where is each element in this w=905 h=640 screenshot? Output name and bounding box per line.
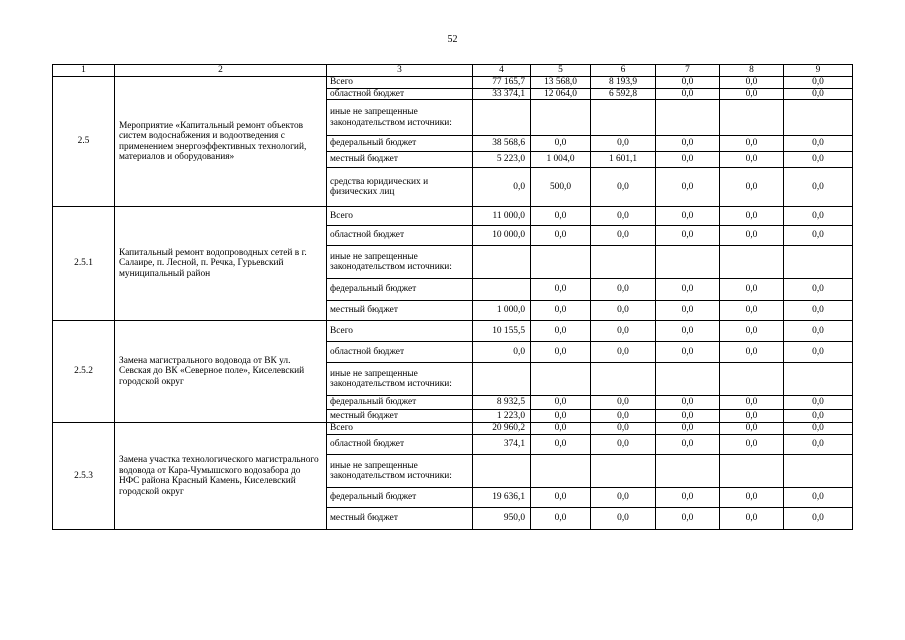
value-cell-col5: 0,0: [531, 301, 591, 321]
value-cell-col7: 0,0: [656, 396, 720, 410]
value-cell-col9: 0,0: [784, 226, 853, 246]
value-cell-col7: 0,0: [656, 301, 720, 321]
value-cell-col5: 0,0: [531, 410, 591, 423]
value-cell-col6: 0,0: [591, 508, 656, 530]
value-cell-col9: 0,0: [784, 301, 853, 321]
value-cell-col8: 0,0: [720, 152, 784, 168]
value-cell-col8: 0,0: [720, 88, 784, 100]
header-cell: 4: [473, 65, 531, 77]
value-cell-col5: 0,0: [531, 279, 591, 301]
value-cell-col5: 0,0: [531, 396, 591, 410]
value-cell-col6: 6 592,8: [591, 88, 656, 100]
header-cell: 2: [115, 65, 327, 77]
header-cell: 3: [327, 65, 473, 77]
value-cell-col6: 0,0: [591, 410, 656, 423]
table-body: [53, 65, 853, 530]
value-cell-col7: 0,0: [656, 342, 720, 363]
value-cell-col7: 0,0: [656, 423, 720, 435]
value-cell-col6: 1 601,1: [591, 152, 656, 168]
value-cell-col8: 0,0: [720, 77, 784, 89]
value-cell-col7: 0,0: [656, 410, 720, 423]
value-cell-col7: [656, 100, 720, 136]
funding-source-cell: Всего: [327, 321, 473, 342]
funding-source-cell: местный бюджет: [327, 301, 473, 321]
value-cell-col8: 0,0: [720, 321, 784, 342]
header-cell: 5: [531, 65, 591, 77]
value-cell-col6: 0,0: [591, 435, 656, 455]
value-cell-col7: 0,0: [656, 168, 720, 207]
value-cell-col5: 13 568,0: [531, 77, 591, 89]
value-cell-col6: 0,0: [591, 423, 656, 435]
value-cell-col5: 0,0: [531, 321, 591, 342]
value-cell-col5: 0,0: [531, 207, 591, 226]
funding-source-cell: Всего: [327, 77, 473, 89]
value-cell-col4: 1 000,0: [473, 301, 531, 321]
value-cell-col7: [656, 363, 720, 396]
header-row: [53, 65, 853, 77]
value-cell-col9: 0,0: [784, 508, 853, 530]
value-cell-col9: 0,0: [784, 423, 853, 435]
value-cell-col5: [531, 363, 591, 396]
value-cell-col4: [473, 100, 531, 136]
value-cell-col4: 20 960,2: [473, 423, 531, 435]
funding-source-cell: Всего: [327, 207, 473, 226]
page-number: 52: [447, 34, 458, 45]
value-cell-col8: 0,0: [720, 423, 784, 435]
value-cell-col8: 0,0: [720, 508, 784, 530]
value-cell-col7: 0,0: [656, 508, 720, 530]
value-cell-col9: 0,0: [784, 435, 853, 455]
value-cell-col9: [784, 363, 853, 396]
value-cell-col9: 0,0: [784, 342, 853, 363]
value-cell-col6: 0,0: [591, 207, 656, 226]
header-cell: 7: [656, 65, 720, 77]
value-cell-col8: [720, 100, 784, 136]
value-cell-col9: 0,0: [784, 168, 853, 207]
value-cell-col4: 950,0: [473, 508, 531, 530]
value-cell-col4: 8 932,5: [473, 396, 531, 410]
value-cell-col8: 0,0: [720, 301, 784, 321]
value-cell-col9: [784, 246, 853, 279]
value-cell-col4: 77 165,7: [473, 77, 531, 89]
value-cell-col7: 0,0: [656, 136, 720, 152]
value-cell-col5: 0,0: [531, 226, 591, 246]
value-cell-col8: [720, 246, 784, 279]
value-cell-col5: 0,0: [531, 435, 591, 455]
value-cell-col4: 19 636,1: [473, 488, 531, 508]
funding-source-cell: областной бюджет: [327, 435, 473, 455]
value-cell-col9: [784, 455, 853, 488]
value-cell-col6: 0,0: [591, 136, 656, 152]
value-cell-col6: 0,0: [591, 488, 656, 508]
value-cell-col5: 0,0: [531, 342, 591, 363]
value-cell-col6: 0,0: [591, 301, 656, 321]
budget-table: [52, 64, 853, 530]
value-cell-col5: 1 004,0: [531, 152, 591, 168]
value-cell-col4: [473, 363, 531, 396]
value-cell-col7: 0,0: [656, 207, 720, 226]
item-description-cell: Капитальный ремонт водопроводных сетей в г. Салаире, п. Лесной, п. Речка, Гурьевский муниципальный район: [115, 207, 327, 321]
value-cell-col6: 0,0: [591, 342, 656, 363]
value-cell-col7: 0,0: [656, 435, 720, 455]
value-cell-col5: 0,0: [531, 488, 591, 508]
value-cell-col9: 0,0: [784, 410, 853, 423]
value-cell-col9: [784, 100, 853, 136]
funding-source-cell: областной бюджет: [327, 88, 473, 100]
header-cell: 9: [784, 65, 853, 77]
table-row: [53, 207, 853, 226]
value-cell-col4: [473, 246, 531, 279]
value-cell-col9: 0,0: [784, 136, 853, 152]
value-cell-col7: 0,0: [656, 488, 720, 508]
header-cell: 8: [720, 65, 784, 77]
value-cell-col7: 0,0: [656, 77, 720, 89]
funding-source-cell: иные не запрещенные законодательством источники:: [327, 363, 473, 396]
header-cell: 6: [591, 65, 656, 77]
value-cell-col6: 8 193,9: [591, 77, 656, 89]
item-description-cell: Мероприятие «Капитальный ремонт объектов систем водоснабжения и водоотведения с применением энергоэффективных технологий, материалов и оборудования»: [115, 77, 327, 207]
value-cell-col8: 0,0: [720, 435, 784, 455]
item-code-cell: 2.5: [53, 77, 115, 207]
value-cell-col7: 0,0: [656, 279, 720, 301]
funding-source-cell: местный бюджет: [327, 410, 473, 423]
value-cell-col4: 10 000,0: [473, 226, 531, 246]
table-row: [53, 423, 853, 435]
value-cell-col8: 0,0: [720, 207, 784, 226]
value-cell-col4: 38 568,6: [473, 136, 531, 152]
value-cell-col4: 374,1: [473, 435, 531, 455]
table-row: [53, 77, 853, 89]
value-cell-col9: 0,0: [784, 88, 853, 100]
value-cell-col8: 0,0: [720, 342, 784, 363]
value-cell-col6: [591, 246, 656, 279]
value-cell-col4: 11 000,0: [473, 207, 531, 226]
value-cell-col8: 0,0: [720, 168, 784, 207]
value-cell-col5: 0,0: [531, 508, 591, 530]
value-cell-col6: 0,0: [591, 168, 656, 207]
funding-source-cell: областной бюджет: [327, 226, 473, 246]
header-cell: 1: [53, 65, 115, 77]
value-cell-col4: 0,0: [473, 342, 531, 363]
value-cell-col4: [473, 455, 531, 488]
item-description-cell: Замена магистрального водовода от ВК ул. Севская до ВК «Северное поле», Киселевский городской округ: [115, 321, 327, 423]
value-cell-col9: 0,0: [784, 321, 853, 342]
value-cell-col5: [531, 100, 591, 136]
item-code-cell: 2.5.3: [53, 423, 115, 530]
value-cell-col7: [656, 246, 720, 279]
value-cell-col9: 0,0: [784, 488, 853, 508]
funding-source-cell: федеральный бюджет: [327, 136, 473, 152]
funding-source-cell: федеральный бюджет: [327, 396, 473, 410]
value-cell-col8: [720, 363, 784, 396]
funding-source-cell: Всего: [327, 423, 473, 435]
value-cell-col9: 0,0: [784, 279, 853, 301]
value-cell-col8: 0,0: [720, 488, 784, 508]
value-cell-col7: 0,0: [656, 321, 720, 342]
value-cell-col8: 0,0: [720, 226, 784, 246]
value-cell-col7: [656, 455, 720, 488]
value-cell-col7: 0,0: [656, 152, 720, 168]
value-cell-col7: 0,0: [656, 226, 720, 246]
value-cell-col4: 10 155,5: [473, 321, 531, 342]
value-cell-col5: [531, 455, 591, 488]
table-row: [53, 321, 853, 342]
item-description-cell: Замена участка технологического магистрального водовода от Кара-Чумышского водозабора до НФС района Красный Камень, Киселевский городской округ: [115, 423, 327, 530]
value-cell-col5: 0,0: [531, 136, 591, 152]
value-cell-col5: 12 064,0: [531, 88, 591, 100]
value-cell-col4: 33 374,1: [473, 88, 531, 100]
value-cell-col6: [591, 100, 656, 136]
value-cell-col6: 0,0: [591, 226, 656, 246]
item-code-cell: 2.5.2: [53, 321, 115, 423]
value-cell-col4: 1 223,0: [473, 410, 531, 423]
value-cell-col6: [591, 455, 656, 488]
funding-source-cell: федеральный бюджет: [327, 488, 473, 508]
funding-source-cell: областной бюджет: [327, 342, 473, 363]
value-cell-col6: [591, 363, 656, 396]
value-cell-col4: 5 223,0: [473, 152, 531, 168]
value-cell-col4: 0,0: [473, 168, 531, 207]
funding-source-cell: иные не запрещенные законодательством источники:: [327, 246, 473, 279]
value-cell-col9: 0,0: [784, 152, 853, 168]
funding-source-cell: федеральный бюджет: [327, 279, 473, 301]
value-cell-col8: 0,0: [720, 136, 784, 152]
value-cell-col9: 0,0: [784, 396, 853, 410]
funding-source-cell: иные не запрещенные законодательством источники:: [327, 100, 473, 136]
value-cell-col9: 0,0: [784, 77, 853, 89]
value-cell-col8: 0,0: [720, 410, 784, 423]
funding-source-cell: иные не запрещенные законодательством источники:: [327, 455, 473, 488]
funding-source-cell: местный бюджет: [327, 508, 473, 530]
value-cell-col5: 500,0: [531, 168, 591, 207]
value-cell-col8: [720, 455, 784, 488]
value-cell-col7: 0,0: [656, 88, 720, 100]
value-cell-col4: [473, 279, 531, 301]
funding-source-cell: средства юридических и физических лиц: [327, 168, 473, 207]
value-cell-col8: 0,0: [720, 279, 784, 301]
value-cell-col6: 0,0: [591, 396, 656, 410]
funding-source-cell: местный бюджет: [327, 152, 473, 168]
value-cell-col6: 0,0: [591, 321, 656, 342]
value-cell-col5: 0,0: [531, 423, 591, 435]
value-cell-col9: 0,0: [784, 207, 853, 226]
value-cell-col6: 0,0: [591, 279, 656, 301]
item-code-cell: 2.5.1: [53, 207, 115, 321]
value-cell-col5: [531, 246, 591, 279]
value-cell-col8: 0,0: [720, 396, 784, 410]
